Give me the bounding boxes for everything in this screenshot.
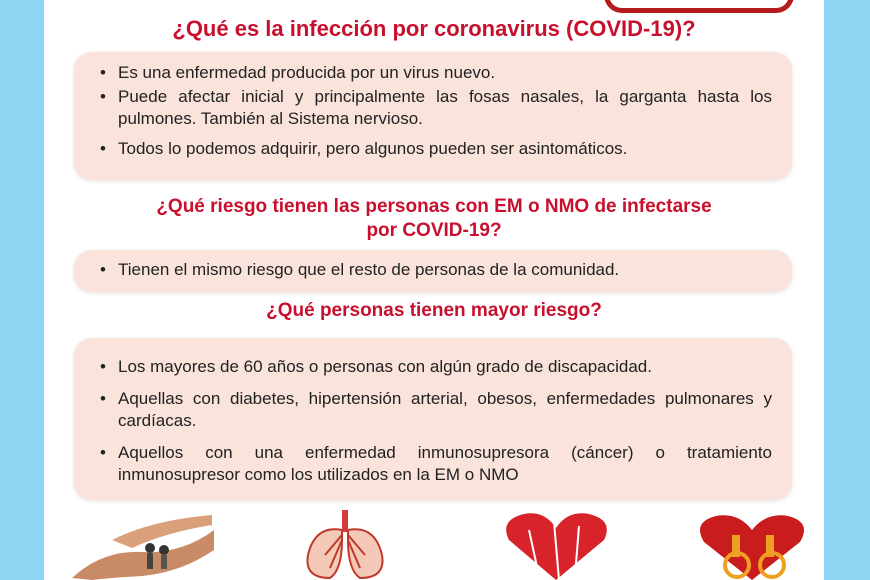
title-frame-fragment: [604, 0, 794, 13]
list-item: • Puede afectar inicial y principalmente las fosas nasales, la garganta hasta los pulmones. También al Sistema nervioso.: [98, 86, 772, 130]
info-box-risk: [74, 250, 792, 292]
list-item: • Aquellos con una enfermedad inmunosupresora (cáncer) o tratamiento inmunosupresor como los utilizados en la EM o NMO: [98, 442, 772, 486]
info-box-higher-risk: [74, 338, 792, 500]
lungs-illustration: [300, 510, 390, 580]
heading-higher-risk: ¿Qué personas tienen mayor riesgo?: [266, 300, 602, 321]
heart-risk-factors-illustration: [499, 510, 614, 580]
wheelchair-heart-illustration: [692, 510, 812, 580]
hands-elderly-illustration: [72, 510, 214, 580]
list-item: • Tienen el mismo riesgo que el resto de personas de la comunidad.: [98, 259, 772, 281]
heading-what-is-covid: ¿Qué es la infección por coronavirus (COVID-19)?: [172, 16, 696, 41]
list-item: • Todos lo podemos adquirir, pero algunos pueden ser asintomáticos.: [98, 138, 772, 160]
heading-risk-em-nmo: ¿Qué riesgo tienen las personas con EM o NMO de infectarse por COVID-19?: [156, 196, 712, 241]
list-item: • Es una enfermedad producida por un virus nuevo.: [98, 62, 772, 84]
list-item: • Aquellas con diabetes, hipertensión arterial, obesos, enfermedades pulmonares y cardíacas.: [98, 388, 772, 432]
poster: [44, 0, 824, 580]
info-box-what-is: [74, 52, 792, 180]
list-item: • Los mayores de 60 años o personas con algún grado de discapacidad.: [98, 356, 772, 378]
